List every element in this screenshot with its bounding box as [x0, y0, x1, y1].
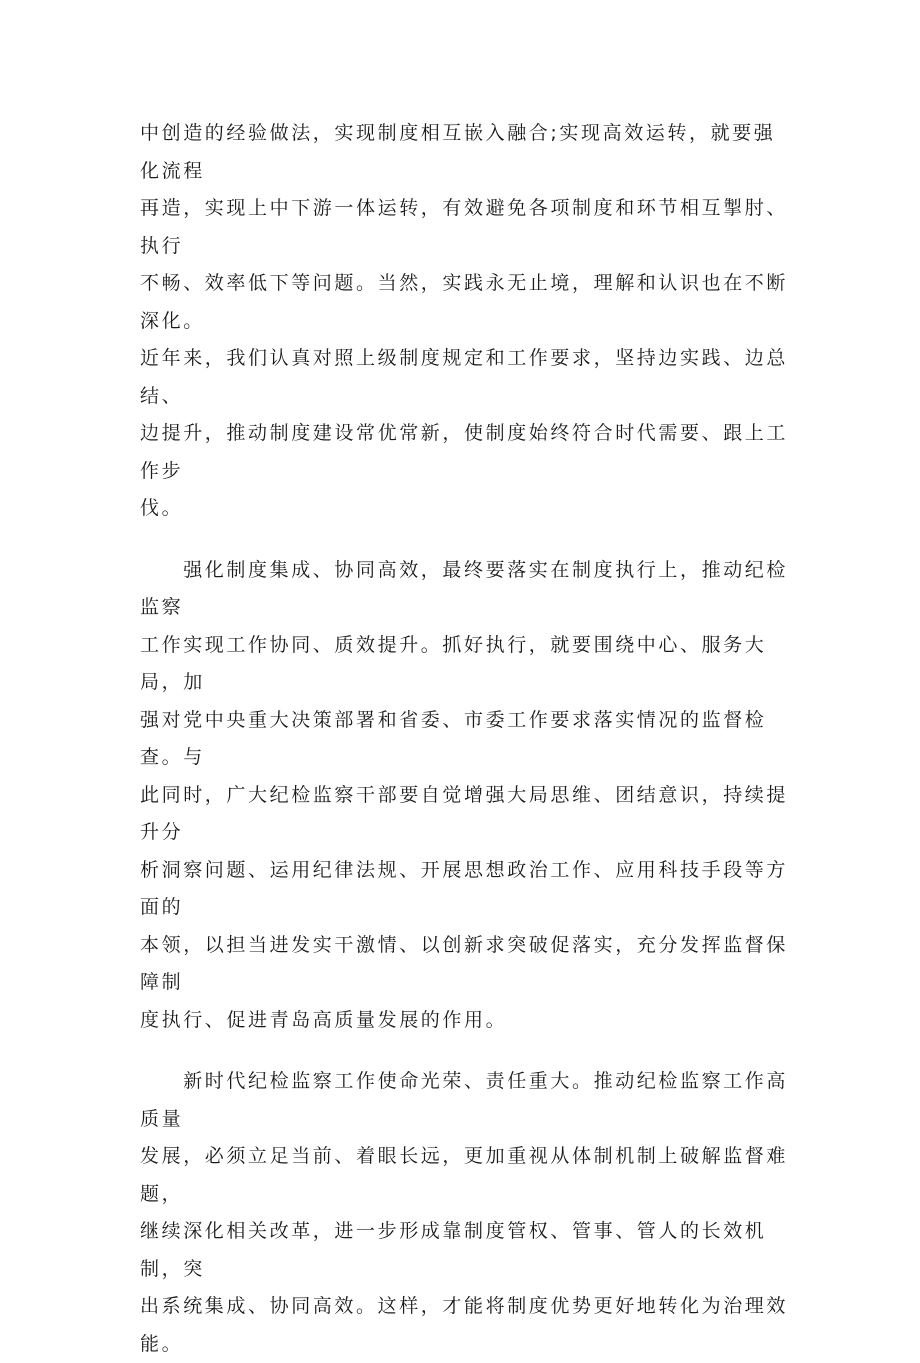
paragraph-2: 强化制度集成、协同高效，最终要落实在制度执行上，推动纪检监察 工作实现工作协同、质效提升。抓好执行，就要围绕中心、服务大局，加 强对党中央重大决策部署和省委、市委工作要求落实情况的监督检查。与 此同时，广大纪检监察干部要自觉增强大局思维、团结意识，持续提升分 析洞察问题、运用纪律法规、开展思想政治工作、应用科技手段等方面的 本领，以担当进发实干激情、以创新求突破促落实，充分发挥监督保障制 度执行、促进青岛高质量发展的作用。 [140, 558, 789, 1031]
paragraph-3: 新时代纪检监察工作使命光荣、责任重大。推动纪检监察工作高质量 发展，必须立足当前、着眼长远，更加重视从体制机制上破解监督难题， 继续深化相关改革，进一步形成靠制度管权、管事、管人的长效机制，突 出系统集成、协同高效。这样，才能将制度优势更好地转化为治理效能。 [140, 1070, 789, 1355]
document-body [140, 115, 792, 1363]
paragraph-1: 中创造的经验做法，实现制度相互嵌入融合;实现高效运转，就要强化流程 再造，实现上中下游一体运转，有效避免各项制度和环节相互掣肘、执行 不畅、效率低下等问题。当然，实践永无止境，理解和认识也在不断深化。 近年来，我们认真对照上级制度规定和工作要求，坚持边实践、边总结、 边提升，推动制度建设常优常新，使制度始终符合时代需要、跟上工作步 伐。 [140, 122, 789, 519]
